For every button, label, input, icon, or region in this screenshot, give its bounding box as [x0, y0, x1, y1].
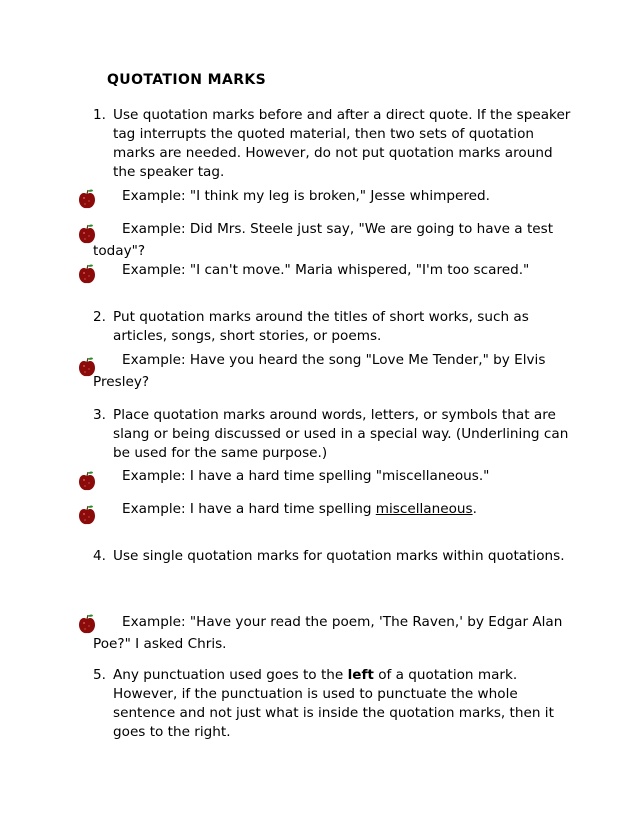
example-1	[93, 185, 573, 207]
example-text: Example: Did Mrs. Steele just say, "We are going to have a test today"?	[93, 221, 554, 259]
example-3	[93, 259, 573, 281]
rule-text: Use quotation marks before and after a direct quote. If the speaker tag interrupts the quoted material, then two sets of quotation marks are needed. However, do not put quotation marks around the speaker tag.	[113, 107, 571, 180]
example-text-before: Example: I have a hard time spelling	[122, 501, 376, 517]
rule-text	[113, 666, 573, 742]
example-text: Example: Have you heard the song "Love Me Tender," by Elvis Presley?	[93, 352, 546, 390]
example-2	[93, 218, 573, 262]
rule-text: Use single quotation marks for quotation marks within quotations.	[113, 548, 565, 564]
example-7	[93, 611, 573, 655]
example-text-after: .	[472, 501, 477, 517]
rule-2	[93, 308, 573, 346]
rule-4	[93, 547, 573, 566]
example-text: Example: I have a hard time spelling "miscellaneous."	[122, 468, 490, 484]
rule-text: Put quotation marks around the titles of short works, such as articles, songs, short stories, or poems.	[113, 309, 529, 344]
rule-3	[93, 406, 573, 463]
rule-number: 3.	[93, 407, 106, 423]
rule-1	[93, 106, 573, 182]
example-text: Example: "I can't move." Maria whispered, "I'm too scared."	[122, 262, 530, 278]
example-text: Example: "I think my leg is broken," Jesse whimpered.	[122, 188, 490, 204]
bold-word: left	[347, 667, 374, 683]
rule-text-after: of a quotation mark. However, if the punctuation is used to punctuate the whole sentence and not just what is inside the quotation marks, then it goes to the right.	[113, 667, 554, 740]
rule-5	[93, 666, 573, 742]
rule-number: 1.	[93, 107, 106, 123]
rule-number: 5.	[93, 667, 106, 683]
underlined-word: miscellaneous	[375, 501, 473, 517]
example-4	[93, 349, 573, 393]
rule-text: Place quotation marks around words, letters, or symbols that are slang or being discussed or used in a special way. (Underlining can be used for the same purpose.)	[113, 407, 569, 461]
page-title: QUOTATION MARKS	[107, 72, 267, 88]
example-5	[93, 465, 573, 487]
example-6	[93, 498, 573, 520]
example-text: Example: "Have your read the poem, 'The Raven,' by Edgar Alan Poe?" I asked Chris.	[93, 614, 563, 652]
rule-number: 2.	[93, 309, 106, 325]
rule-text-before: Any punctuation used goes to the	[113, 667, 348, 683]
rule-number: 4.	[93, 548, 106, 564]
